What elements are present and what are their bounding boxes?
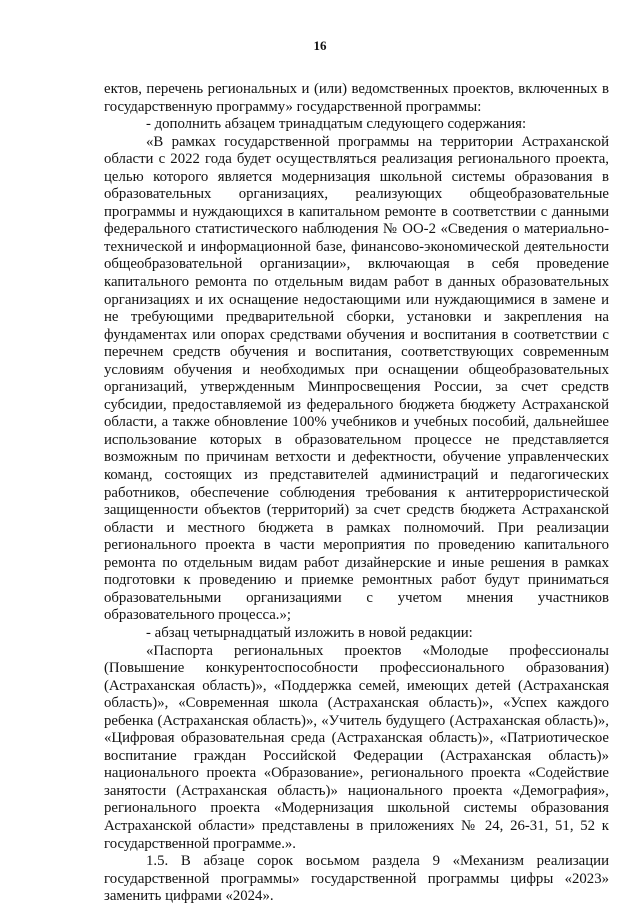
paragraph-1-5: 1.5. В абзаце сорок восьмом раздела 9 «Механизм реализации государственной программы» государственной программы цифры «2023» заменить цифрами «2024». <box>104 853 609 905</box>
document-body <box>104 81 609 906</box>
paragraph-continuation: ектов, перечень региональных и (или) ведомственных проектов, включенных в государственную программу» государственной программы: <box>104 81 609 115</box>
paragraph-project-passports: «Паспорта региональных проектов «Молодые профессионалы (Повышение конкурентоспособности профессионального образования) (Астраханская область)», «Поддержка семей, имеющих детей (Астраханская область)», «Современная школа (Астраханская область)», «Успех каждого ребенка (Астраханская область)», «Учитель будущего (Астраханская область)», «Цифровая образовательная среда (Астраханская область)», «Патриотическое воспитание граждан Российской Федерации (Астраханская область)» национального проекта «Образование», регионального проекта «Содействие занятости (Астраханская область)» национального проекта «Демография», регионального проекта «Модернизация школьной системы образования Астраханской области» представлены в приложениях № 24, 26-31, 51, 52 к государственной программе.». <box>104 642 609 852</box>
paragraph-regional-project: «В рамках государственной программы на территории Астраханской области с 2022 года будет осуществляться реализация регионального проекта, целью которого является модернизация школьной системы образования в образовательных организациях, реализующих общеобразовательные программы и нуждающихся в капитальном ремонте в соответствии с данными федерального статистического наблюдения № ОО-2 «Сведения о материально-технической и информационной базе, финансово-экономической деятельности общеобразовательной организации», включающая в себя проведение капитального ремонта по отдельным видам работ в данных образовательных организациях и их оснащение недостающими или нуждающимися в замене и не требующими предварительной сборки, установки и закрепления на фундаментах или опорах средствами обучения и воспитания в соответствии с перечнем средств обучения и воспитания, соответствующих современным условиям обучения и необходимых при оснащении общеобразовательных организаций, утвержденным Минпросвещения России, за счет средств субсидии, предоставляемой из федерального бюджета бюджету Астраханской области, а также обновление 100% учебников и учебных пособий, дальнейшее использование которых в образовательном процессе не представляется возможным по причинам ветхости и дефектности, обучение управленческих команд, состоящих из представителей администраций и педагогических работников, обеспечение соблюдения требования к антитеррористической защищенности объектов (территорий) за счет средств бюджета Астраханской области и местного бюджета в рамках полномочий. При реализации регионального проекта в части мероприятия по проведению капитального ремонта по отдельным видам работ дизайнерские и иные решения в рамках подготовки к проведению и приемке ремонтных работ будут приниматься образовательными организациями с учетом мнения участников образовательного процесса.»; <box>104 133 609 624</box>
paragraph-amendment-14: - абзац четырнадцатый изложить в новой редакции: <box>146 624 473 641</box>
paragraph-amendment-13: - дополнить абзацем тринадцатым следующего содержания: <box>146 116 527 133</box>
page-number: 16 <box>313 38 327 53</box>
